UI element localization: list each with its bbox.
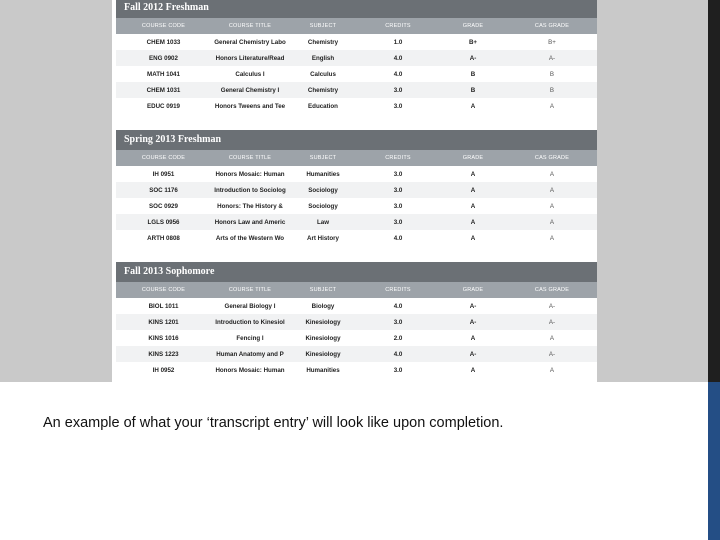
- table-row: [116, 66, 597, 82]
- column-header: COURSE TITLE: [228, 155, 272, 161]
- column-header: COURSE CODE: [141, 155, 186, 161]
- table-cell: 4.0: [393, 70, 403, 78]
- table-cell: Art History: [307, 234, 339, 242]
- table-cell: KINS 1201: [148, 318, 179, 326]
- table-cell: 3.0: [393, 170, 403, 178]
- table-cell: Sociology: [308, 186, 338, 194]
- table-cell: 3.0: [393, 366, 403, 374]
- table-cell: ENG 0902: [149, 54, 178, 62]
- table-cell: B+: [548, 38, 556, 46]
- table-cell: A: [470, 366, 476, 374]
- slide-caption: An example of what your ‘transcript entry’ will look like upon completion.: [43, 415, 504, 431]
- table-cell: 3.0: [393, 186, 403, 194]
- table-cell: A: [549, 334, 555, 342]
- table-cell: Sociology: [308, 202, 338, 210]
- table-cell: Humanities: [306, 170, 340, 178]
- table-cell: B: [549, 86, 555, 94]
- table-cell: A-: [469, 318, 477, 326]
- table-cell: General Chemistry I: [220, 86, 280, 94]
- column-header: COURSE TITLE: [228, 23, 272, 29]
- table-cell: Honors Mosaic: Human: [215, 366, 285, 374]
- table-cell: SOC 1176: [149, 186, 178, 194]
- table-cell: B: [470, 70, 476, 78]
- table-cell: A-: [469, 350, 477, 358]
- table-cell: A-: [548, 318, 556, 326]
- column-header: COURSE TITLE: [228, 287, 272, 293]
- table-cell: A: [549, 102, 555, 110]
- table-cell: Kinesiology: [305, 318, 341, 326]
- table-cell: Introduction to Sociolog: [214, 186, 286, 194]
- table-cell: SOC 0929: [149, 202, 178, 210]
- table-cell: IH 0951: [152, 170, 175, 178]
- table-cell: Kinesiology: [305, 334, 341, 342]
- table-cell: Chemistry: [307, 86, 339, 94]
- table-cell: A: [470, 170, 476, 178]
- table-cell: General Chemistry Labo: [214, 38, 286, 46]
- table-cell: A: [549, 186, 555, 194]
- table-cell: LGLS 0956: [147, 218, 180, 226]
- table-cell: B: [470, 86, 476, 94]
- table-cell: A: [549, 170, 555, 178]
- column-header: GRADE: [462, 155, 484, 161]
- table-row: [116, 198, 597, 214]
- table-row: [116, 82, 597, 98]
- term-fall-2012: [116, 0, 597, 114]
- table-cell: 3.0: [393, 202, 403, 210]
- slide-accent-bar: [708, 382, 720, 540]
- table-row: [116, 50, 597, 66]
- table-cell: CHEM 1033: [146, 38, 181, 46]
- column-header: CAS GRADE: [534, 155, 570, 161]
- table-cell: 3.0: [393, 86, 403, 94]
- table-cell: 4.0: [393, 350, 403, 358]
- column-header: CAS GRADE: [534, 287, 570, 293]
- table-cell: 2.0: [393, 334, 403, 342]
- table-cell: Human Anatomy and P: [216, 350, 284, 358]
- table-cell: Honors Mosaic: Human: [215, 170, 285, 178]
- table-cell: A: [470, 102, 476, 110]
- table-row: [116, 98, 597, 114]
- table-cell: Honors Tweens and Tee: [214, 102, 286, 110]
- table-cell: A: [549, 218, 555, 226]
- table-cell: IH 0952: [152, 366, 175, 374]
- table-cell: A: [549, 366, 555, 374]
- column-header: CAS GRADE: [534, 23, 570, 29]
- table-cell: Chemistry: [307, 38, 339, 46]
- table-cell: 3.0: [393, 318, 403, 326]
- table-cell: 3.0: [393, 102, 403, 110]
- table-cell: 4.0: [393, 234, 403, 242]
- table-cell: English: [311, 54, 335, 62]
- table-cell: 4.0: [393, 302, 403, 310]
- table-cell: Education: [308, 102, 338, 110]
- table-row: [116, 34, 597, 50]
- column-header: SUBJECT: [309, 155, 337, 161]
- table-cell: A: [470, 218, 476, 226]
- table-cell: A-: [548, 350, 556, 358]
- table-cell: Introduction to Kinesiol: [215, 318, 285, 326]
- table-cell: A: [470, 186, 476, 194]
- column-header: SUBJECT: [309, 23, 337, 29]
- table-row: [116, 298, 597, 314]
- table-cell: Calculus: [310, 70, 336, 78]
- term-title: Fall 2013 Sophomore: [116, 262, 597, 282]
- term-title: Fall 2012 Freshman: [116, 0, 597, 18]
- table-cell: Kinesiology: [305, 350, 341, 358]
- table-row: [116, 314, 597, 330]
- table-cell: B: [549, 70, 555, 78]
- table-cell: CHEM 1031: [146, 86, 181, 94]
- table-cell: A: [470, 334, 476, 342]
- table-row: [116, 330, 597, 346]
- column-header: GRADE: [462, 23, 484, 29]
- table-cell: Fencing I: [236, 334, 264, 342]
- table-cell: 3.0: [393, 218, 403, 226]
- table-cell: A-: [469, 54, 477, 62]
- column-header: COURSE CODE: [141, 23, 186, 29]
- table-cell: General Biology I: [224, 302, 276, 310]
- table-cell: KINS 1223: [148, 350, 179, 358]
- table-cell: Biology: [311, 302, 335, 310]
- term-spring-2013: [116, 130, 597, 246]
- table-cell: Honors: The History &: [217, 202, 283, 210]
- table-cell: BIOL 1011: [148, 302, 179, 310]
- table-row: [116, 346, 597, 362]
- table-row: [116, 362, 597, 378]
- column-header-row: [116, 150, 597, 166]
- table-cell: Calculus I: [235, 70, 265, 78]
- table-row: [116, 230, 597, 246]
- column-header-row: [116, 282, 597, 298]
- table-cell: Arts of the Western Wo: [215, 234, 285, 242]
- table-row: [116, 182, 597, 198]
- column-header: CREDITS: [385, 23, 411, 29]
- table-cell: Humanities: [306, 366, 340, 374]
- table-cell: 4.0: [393, 54, 403, 62]
- term-title: Spring 2013 Freshman: [116, 130, 597, 150]
- table-cell: A: [549, 234, 555, 242]
- column-header: CREDITS: [385, 287, 411, 293]
- table-cell: KINS 1016: [148, 334, 179, 342]
- column-header: CREDITS: [385, 155, 411, 161]
- table-cell: Honors Literature/Read: [215, 54, 285, 62]
- term-fall-2013: [116, 262, 597, 378]
- column-header-row: [116, 18, 597, 34]
- table-cell: A: [470, 202, 476, 210]
- table-row: [116, 214, 597, 230]
- table-cell: Law: [316, 218, 330, 226]
- table-cell: 1.0: [393, 38, 403, 46]
- column-header: GRADE: [462, 287, 484, 293]
- table-cell: A: [470, 234, 476, 242]
- table-cell: A-: [548, 54, 556, 62]
- table-cell: EDUC 0919: [146, 102, 181, 110]
- table-cell: MATH 1041: [147, 70, 180, 78]
- table-row: [116, 166, 597, 182]
- table-cell: A-: [469, 302, 477, 310]
- table-cell: A: [549, 202, 555, 210]
- table-cell: ARTH 0808: [147, 234, 180, 242]
- transcript-sheet: [112, 0, 597, 382]
- column-header: SUBJECT: [309, 287, 337, 293]
- table-cell: Honors Law and Americ: [214, 218, 286, 226]
- table-cell: A-: [548, 302, 556, 310]
- table-cell: B+: [468, 38, 478, 46]
- column-header: COURSE CODE: [141, 287, 186, 293]
